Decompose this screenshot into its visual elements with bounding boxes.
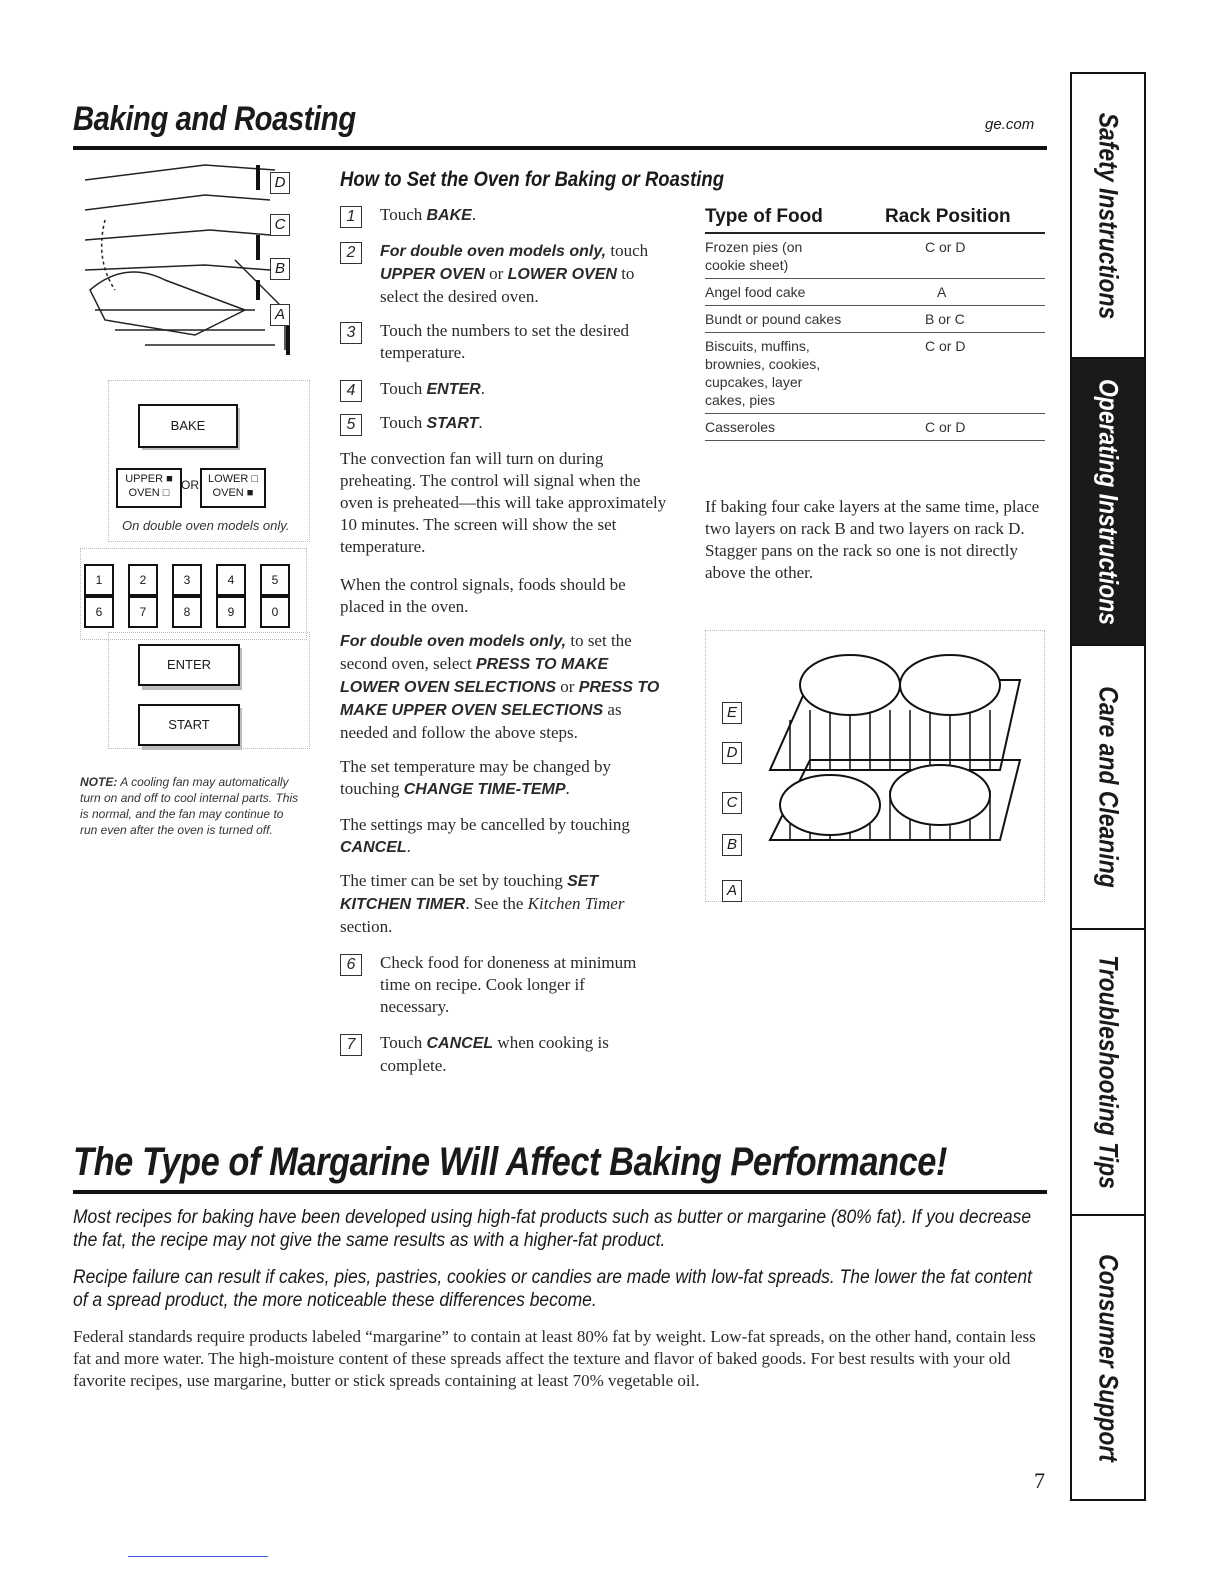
step-number: 3 — [340, 322, 362, 344]
key-3[interactable]: 3 — [172, 564, 202, 596]
rack-label-C: C — [270, 214, 290, 236]
convection-paragraph: The convection fan will turn on during preheating. The control will signal when the oven is preheated—this will take approximately 10 minutes. The screen will show the set temperature. — [340, 449, 667, 556]
change-temp-paragraph: The set temperature may be changed by touching CHANGE TIME-TEMP. — [340, 757, 611, 798]
rack-label-D: D — [270, 172, 290, 194]
tab-troubleshooting-tips[interactable]: Troubleshooting Tips — [1072, 930, 1144, 1216]
step-number: 7 — [340, 1034, 362, 1056]
oven-interior-illustration — [85, 160, 300, 360]
step-number: 4 — [340, 380, 362, 402]
title-rule — [73, 146, 1047, 150]
key-1[interactable]: 1 — [84, 564, 114, 596]
tab-consumer-support[interactable]: Consumer Support — [1093, 1253, 1124, 1462]
margarine-para-1: Most recipes for baking have been developed using high-fat products such as butter or margarine (80% fat). If you decrease the fat, the recipe may not give the same results as with a higher-fat product. — [73, 1207, 1032, 1251]
tab-care-and-cleaning[interactable]: Care and Cleaning — [1072, 646, 1144, 930]
section-heading: How to Set the Oven for Baking or Roasting — [340, 168, 725, 191]
double-oven-paragraph: For double oven models only, to set the second oven, select PRESS TO MAKE LOWER OVEN SELECTIONS or PRESS TO MAKE UPPER OVEN SELECTIONS as needed and follow the above steps. — [340, 631, 660, 742]
signal-paragraph: When the control signals, foods should be placed in the oven. — [340, 575, 626, 616]
rack-position-E: E — [722, 702, 742, 724]
col-rack-position: Rack Position — [885, 206, 1045, 233]
site-url[interactable]: ge.com — [985, 116, 1035, 133]
bake-button[interactable]: BAKE — [138, 404, 238, 448]
step-number: 5 — [340, 414, 362, 436]
step-3: 3 Touch the numbers to set the desired temperature. — [340, 320, 680, 364]
enter-button[interactable]: ENTER — [138, 644, 240, 686]
page-number: 7 — [1034, 1468, 1045, 1493]
table-row: Angel food cake A — [705, 279, 1045, 306]
key-6[interactable]: 6 — [84, 596, 114, 628]
margarine-heading: The Type of Margarine Will Affect Baking Performance! — [73, 1140, 948, 1184]
table-row: Biscuits, muffins, brownies, cookies, cupcakes, layer cakes, pies C or D — [705, 333, 1045, 414]
rack-position-D: D — [722, 742, 742, 764]
four-layers-paragraph: If baking four cake layers at the same time, place two layers on rack B and two layers on rack D. Stagger pans on the rack so one is not directly above the other. — [705, 497, 1040, 582]
cake-layers-on-racks-illustration — [740, 640, 1040, 890]
margarine-para-2: Recipe failure can result if cakes, pies, pastries, cookies or candies are made with low-fat spreads. The lower the fat content of a spread product, the more noticeable these differences become. — [73, 1267, 1032, 1311]
footer-link-line — [128, 1556, 268, 1557]
rack-position-C: C — [722, 792, 742, 814]
step-number: 2 — [340, 242, 362, 264]
key-4[interactable]: 4 — [216, 564, 246, 596]
key-7[interactable]: 7 — [128, 596, 158, 628]
step-7: 7 Touch CANCEL when cooking is complete. — [340, 1032, 680, 1077]
table-row: Casseroles C or D — [705, 414, 1045, 441]
cooling-fan-note: NOTE: A cooling fan may automatically turn on and off to cool internal parts. This is normal, and the fan may continue to run even after the oven is turned off. — [80, 775, 299, 837]
rack-position-table — [705, 206, 1045, 441]
rack-label-A: A — [270, 304, 290, 326]
margarine-para-3: Federal standards require products labeled “margarine” to contain at least 80% fat by weight. Low-fat spreads, on the other hand, contain less fat and more water. The high-moisture content of these spreads affect the texture and flavor of baked goods. For best results with your old favorite recipes, use margarine, butter or stick spreads containing at least 70% vegetable oil. — [73, 1327, 1036, 1390]
step-5: 5 Touch START. — [340, 412, 680, 435]
table-row: Bundt or pound cakes B or C — [705, 306, 1045, 333]
key-5[interactable]: 5 — [260, 564, 290, 596]
tab-safety-instructions[interactable]: Safety Instructions — [1072, 74, 1144, 359]
step-4: 4 Touch ENTER. — [340, 378, 680, 401]
double-oven-caption: On double oven models only. — [122, 518, 290, 533]
or-label: OR — [181, 478, 199, 492]
key-2[interactable]: 2 — [128, 564, 158, 596]
rack-label-B: B — [270, 258, 290, 280]
step-2: 2 For double oven models only, touch UPPER OVEN or LOWER OVEN to select the desired oven. — [340, 240, 680, 308]
rack-position-B: B — [722, 834, 742, 856]
step-6: 6 Check food for doneness at minimum time on recipe. Cook longer if necessary. — [340, 952, 680, 1018]
key-9[interactable]: 9 — [216, 596, 246, 628]
section-tabs — [1070, 72, 1146, 1501]
step-number: 1 — [340, 206, 362, 228]
table-row: Frozen pies (on cookie sheet) C or D — [705, 233, 1045, 279]
lower-oven-button[interactable]: LOWER □ OVEN ■ — [200, 468, 266, 508]
cancel-paragraph: The settings may be cancelled by touching CANCEL. — [340, 815, 630, 856]
step-1: 1 Touch BAKE. — [340, 204, 680, 227]
col-type-of-food: Type of Food — [705, 206, 885, 233]
upper-oven-button[interactable]: UPPER ■ OVEN □ — [116, 468, 182, 508]
step-number: 6 — [340, 954, 362, 976]
page-title: Baking and Roasting — [73, 100, 356, 138]
key-0[interactable]: 0 — [260, 596, 290, 628]
key-8[interactable]: 8 — [172, 596, 202, 628]
timer-paragraph: The timer can be set by touching SET KITCHEN TIMER. See the Kitchen Timer section. — [340, 871, 625, 936]
margarine-rule — [73, 1190, 1047, 1194]
start-button[interactable]: START — [138, 704, 240, 746]
rack-position-A: A — [722, 880, 742, 902]
tab-operating-instructions[interactable]: Operating Instructions — [1072, 359, 1144, 646]
